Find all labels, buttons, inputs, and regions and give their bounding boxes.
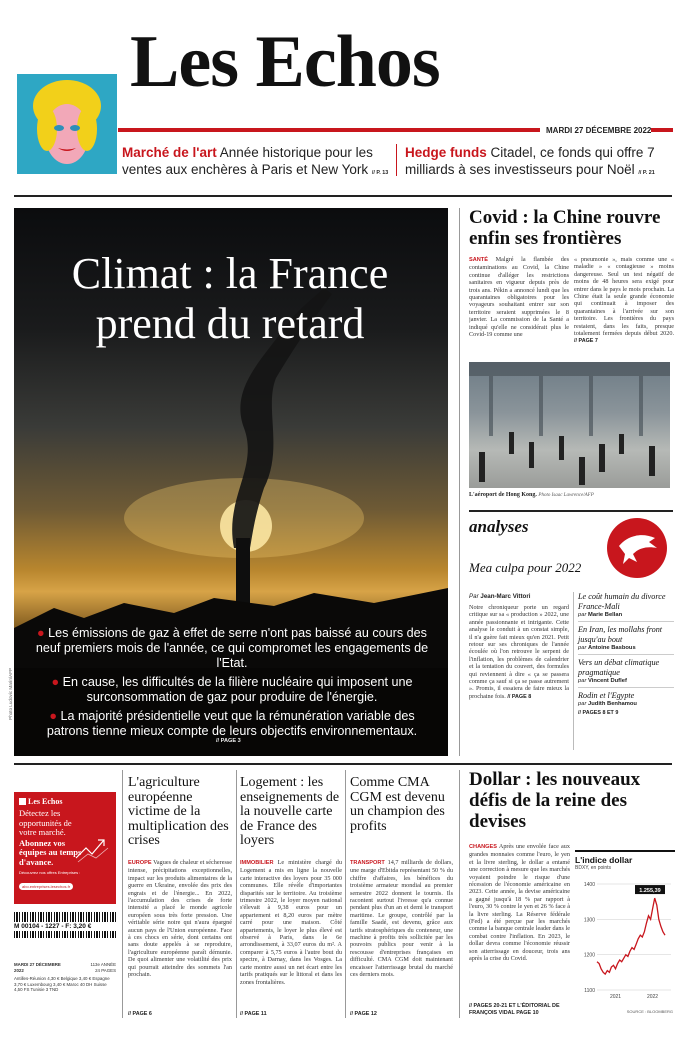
- article-text: Le ministère chargé du Logement a mis en ligne la nouvelle carte interactive des loyers pour 35 000 communes. Elle révèle d'importantes disparités sur le territoire. Au troisième trimestre 2022, le loyer moyen national s'élevait à 9,38 euros pour un appartement et 8,20 euros par mètre carré pour une maison. Côté appartements, le loyer le plus élevé est observé à Paris, dans le 6e arrondissement, à 33,07 euros du m². A comparer à 5,75 euros à l'autre bout du spectre, à Darnay, dans les Vosges. La carte montre aussi un net écart entre les tarifs pratiqués sur le littoral et dans les zones frontalières.: [240, 859, 342, 986]
- airport-caption: [469, 491, 674, 500]
- teaser-kicker: Hedge funds: [405, 145, 487, 160]
- chart-y-tick-label: 1200: [583, 952, 595, 959]
- covid-text-2: « pneumonie », mais comme une « maladie » « contagieuse » moins dangereuse. Seul un test négatif de moins de 48 heures sera exigé pour entrer dans le pays le mois prochain. La Chine était la seule grande économie qui continuait à imposer des quarantaines à l'arrivée sur son territoire. Les frontières du pays restaient, dans les faits, presque totalement fermées depuis début 2020.: [574, 256, 674, 338]
- analyses-item-author: Antoine Basbous: [588, 645, 636, 651]
- ad-brand-text: Les Echos: [28, 797, 63, 806]
- analyses-item-author: Judith Benhamou: [588, 701, 637, 707]
- dollar-body: Après une envolée face aux grandes monnaies comme l'euro, le yen et la livre sterling, le dollar a entamé une correction à mesure que les marchés voyaient poindre le risque d'une récession de l'économie américaine en 2023. Cette année, la devise américaine a gagné jusqu'à 18 % par rapport à l'euro, 30 % contre le yen et 26 % face à la livre sterling. La Réserve fédérale (Fed) a été perçue par les marchés comme la banque centrale leader dans le combat contre l'inflation. En 2023, le dollar devra comme l'économie réussir son atterrissage en douceur, trois ans après la crise du Covid.: [469, 843, 570, 963]
- analyses-divider: [573, 592, 574, 750]
- column-divider: [459, 770, 460, 1018]
- article-page-ref: // PAGE 6: [128, 1011, 152, 1017]
- issue-info: [14, 962, 116, 993]
- analyses-label: analyses: [469, 517, 529, 536]
- right-column-divider: [459, 208, 460, 756]
- analyses-items: [578, 592, 674, 716]
- chart-y-tick-label: 1400: [583, 882, 595, 888]
- analyses-item-title: Vers un débat climatique pragmatique: [578, 658, 660, 677]
- main-photo-credit: Photo Ludovic Marin/AFP: [8, 667, 13, 720]
- article-body: [128, 859, 232, 1011]
- masthead-bottom-rule: [14, 195, 672, 197]
- dollar-lead: CHANGES: [469, 844, 497, 850]
- article-lead: EUROPE: [128, 860, 152, 866]
- ad-brand: [19, 797, 111, 806]
- teaser-text: Année historique pour les ventes aux enchères à Paris et New York: [122, 145, 373, 177]
- analyses-items-page-ref: // PAGES 8 ET 9: [578, 710, 619, 716]
- covid-col-1: [469, 256, 569, 358]
- warhol-thumbnail: [17, 74, 117, 174]
- article-housing[interactable]: [240, 776, 342, 1017]
- bullet-dot-icon: ●: [37, 626, 45, 640]
- main-headline[interactable]: Climat : la France prend du retard: [71, 249, 389, 348]
- analyses-body: Notre chroniqueur porte un regard critique sur sa « production » 2022, une année passionnante et intrigante. Cette analyse le conduit à un constat simple, il n'a guère fait mieux qu'en 2021. Petit retour sur ses chroniques de l'année écoulée où l'on retrouve le serpent de l'inflation, les problèmes de calendrier et la tentation du couvert, des formules qui reviennent à dire « ça se passera comme ça sauf si ça se passe autrement ». Promis, il essaiera de faire mieux la prochaine fois.: [469, 604, 569, 700]
- article-agriculture[interactable]: [128, 776, 232, 1017]
- teaser-divider: [396, 144, 397, 176]
- teaser-page-ref: // P. 13: [371, 170, 389, 176]
- analyses-byline: [469, 593, 530, 600]
- teaser-text: Citadel, ce fonds qui offre 7 milliards à ses investisseurs pour Noël: [405, 145, 655, 177]
- analyses-item[interactable]: Le coût humain du divorce France-Mali par Marie Bellan: [578, 592, 674, 622]
- chart-x-tick-label: 2022: [646, 994, 659, 1000]
- ad-line-2: Abonnez vos équipes au temps d'avance.: [19, 837, 82, 867]
- issue-year: 113e ANNÉE: [90, 962, 116, 967]
- airport-photo: [469, 362, 670, 488]
- bullet-text: Les émissions de gaz à effet de serre n'ont pas baissé au cours des neuf premiers mois de l'année, ce qui compromet les engagements de l'Etat.: [35, 626, 429, 670]
- article-title: Logement : les enseignements de la nouvelle carte de France des loyers: [240, 775, 340, 849]
- bullet-item: [30, 709, 434, 739]
- issue-date-small: MARDI 27 DÉCEMBRE 2022: [14, 962, 61, 973]
- teaser-page-ref: // P. 21: [638, 170, 655, 176]
- bullet-text: En cause, les difficultés de la filière nucléaire qui imposent une surconsommation de gaz pour produire de l'énergie.: [62, 675, 413, 704]
- barcode-text: M 00104 - 1227 - F: 3,20 €: [14, 922, 116, 931]
- teaser-art-market[interactable]: [122, 144, 390, 182]
- analyses-page-ref: // PAGE 8: [507, 693, 532, 700]
- article-page-ref: // PAGE 12: [350, 1011, 377, 1017]
- article-title: Comme CMA CGM est devenu un champion des profits: [350, 775, 445, 834]
- ad-line-1: Détectez les opportunités de votre marché.: [19, 808, 72, 837]
- column-divider: [122, 770, 123, 1018]
- article-text: 14,7 milliards de dollars, une marge d'Ebitda représentant 50 % du chiffre d'affaires, les bénéfices du troisième armateur mondial au premier semestre 2022 donnent le tournis. Ils racontent surtout l'ivresse qu'a connue pendant plus d'un an et demi le transport maritime. Le groupe, contrôlé par la famille Saadé, est devenu, grâce aux tarifs stratosphériques du conteneur, une machine à profits très sollicitée par les pouvoirs publics pour venir à la rescousse d'entreprises françaises en difficulté. CMA CGM doit maintenant encaisser l'atterrissage brutal du marché ces derniers mois.: [350, 859, 453, 979]
- byline-prefix: Par: [469, 593, 479, 600]
- chart-y-tick-label: 1100: [584, 988, 595, 994]
- article-title: L'agriculture européenne victime de la multiplication des crises: [128, 775, 229, 849]
- article-page-ref: // PAGE 11: [240, 1011, 267, 1017]
- article-lead: TRANSPORT: [350, 860, 385, 866]
- covid-page-ref: // PAGE 7: [574, 338, 598, 345]
- bullet-item: [30, 675, 434, 705]
- analyses-item-title: Le coût humain du divorce France-Mali: [578, 592, 666, 611]
- article-lead: IMMOBILIER: [240, 860, 274, 866]
- chart-last-value-label: 1.255,39: [639, 888, 661, 895]
- ad-small-text: Découvrez nos offres Entreprises :: [19, 870, 81, 875]
- analyses-item-author: Vincent Duflef: [588, 678, 627, 684]
- main-bullets: [30, 626, 434, 739]
- issue-pages: 24 PAGES: [95, 967, 116, 973]
- analyses-item[interactable]: Rodin et l'Egypte par Judith Benhamou // PAGES 8 ET 9: [578, 691, 674, 716]
- analyses-item-title: Rodin et l'Egypte: [578, 691, 635, 700]
- ad-arrows-icon: [74, 834, 112, 864]
- covid-col-2: [574, 256, 674, 358]
- analyses-item-title: En Iran, les mollahs front jusqu'au bout: [578, 625, 663, 644]
- bullet-dot-icon: ●: [49, 709, 57, 723]
- analyses-item[interactable]: Vers un débat climatique pragmatique par Vincent Duflef: [578, 658, 674, 688]
- bullet-text: La majorité présidentielle veut que la rémunération variable des patrons tienne mieux compte de leurs objectifs environnementaux.: [46, 709, 418, 738]
- masthead-title: Les Echos: [130, 21, 440, 103]
- teaser-kicker: Marché de l'art: [122, 145, 217, 160]
- analyses-top-rule: [469, 510, 673, 512]
- chart-series-line: [597, 898, 665, 974]
- analyses-emblem-icon: [607, 518, 667, 578]
- ad-url[interactable]: abo.entreprises.lesechos.fr: [19, 883, 73, 890]
- dollar-text: [469, 843, 570, 1005]
- chart-source: SOURCE : BLOOMBERG: [626, 1009, 673, 1014]
- chart-y-tick-label: 1300: [583, 917, 595, 924]
- foreign-prices: Antilles-Réunion 4,30 € Belgique 3,40 € Espagne 3,70 € Luxembourg 3,40 € Maroc 40 DH Suisse 4,50 FS Tunisie 3 TND: [14, 976, 110, 993]
- byline-author: Jean-Marc Vittori: [480, 593, 531, 600]
- covid-headline[interactable]: Covid : la Chine rouvre enfin ses frontières: [469, 207, 661, 249]
- caption-credit: Photo Isaac Lawrence/AFP: [538, 493, 594, 498]
- covid-lead: SANTÉ: [469, 257, 488, 263]
- caption-text: L'aéroport de Hong Kong.: [469, 492, 537, 498]
- column-divider: [345, 770, 346, 1018]
- bullet-item: [30, 626, 434, 671]
- chart-x-tick-label: 2021: [609, 994, 622, 1000]
- article-body: [350, 859, 453, 1011]
- teaser-hedge-funds[interactable]: [405, 144, 675, 182]
- chart-title: L'indice dollar: [575, 855, 633, 865]
- article-cma-cgm[interactable]: [350, 776, 453, 1017]
- dollar-page-ref: // PAGES 20-21 ET L'ÉDITORIAL DE FRANÇOIS VIDAL PAGE 10: [469, 1003, 560, 1016]
- bottom-section-rule: [14, 763, 672, 765]
- bullet-dot-icon: ●: [51, 675, 60, 689]
- analyses-text: [469, 604, 569, 744]
- main-page-ref: // PAGE 3: [216, 738, 241, 744]
- chart-plot: [575, 880, 675, 1008]
- analyses-item[interactable]: En Iran, les mollahs front jusqu'au bout par Antoine Basbous: [578, 625, 674, 655]
- dollar-headline[interactable]: Dollar : les nouveaux défis de la reine des devises: [469, 769, 641, 832]
- issue-date: MARDI 27 DÉCEMBRE 2022: [540, 126, 651, 136]
- article-text: Vagues de chaleur et sécheresse intense, précipitations exceptionnelles, impact sur les produits alimentaires de la guerre en Ukraine, envolée des prix des engrais et de l'énergie... En 2022, l'accumulation des crises de forte intensité a placé le monde agricole européen sous très forte pression. Une véritable série noire qui n'aura épargné aucun pays de l'Union européenne. Face à ces chocs en série, dont certains ont sans doute appelés à se reproduire, l'agriculture européenne paraît démunie. De quoi alimenter une volatilité des prix qui pourrait atteindre des sommets l'an prochain.: [128, 859, 232, 979]
- chart-subtitle: BDXY, en points: [575, 865, 612, 871]
- column-divider: [236, 770, 237, 1018]
- analyses-item-author: Marie Bellan: [588, 612, 623, 618]
- dollar-chart: [575, 850, 675, 1018]
- covid-text-1: Malgré la flambée des contaminations au Covid, la Chine continue d'alléger les restrictions sanitaires en vigueur depuis près de trois ans. Pékin a annoncé lundi que les quarantaines obligatoires pour les voyageurs souhaitant entrer sur son territoire seraient supprimées le 8 janvier. La commission de la Santé a indiqué qu'elle ne considérait plus le Covid-19 comme une: [469, 256, 569, 339]
- ad-logo-icon: [19, 798, 26, 805]
- subscription-ad[interactable]: [14, 792, 116, 904]
- analyses-title[interactable]: Mea culpa pour 2022: [469, 560, 582, 575]
- article-body: [240, 859, 342, 1011]
